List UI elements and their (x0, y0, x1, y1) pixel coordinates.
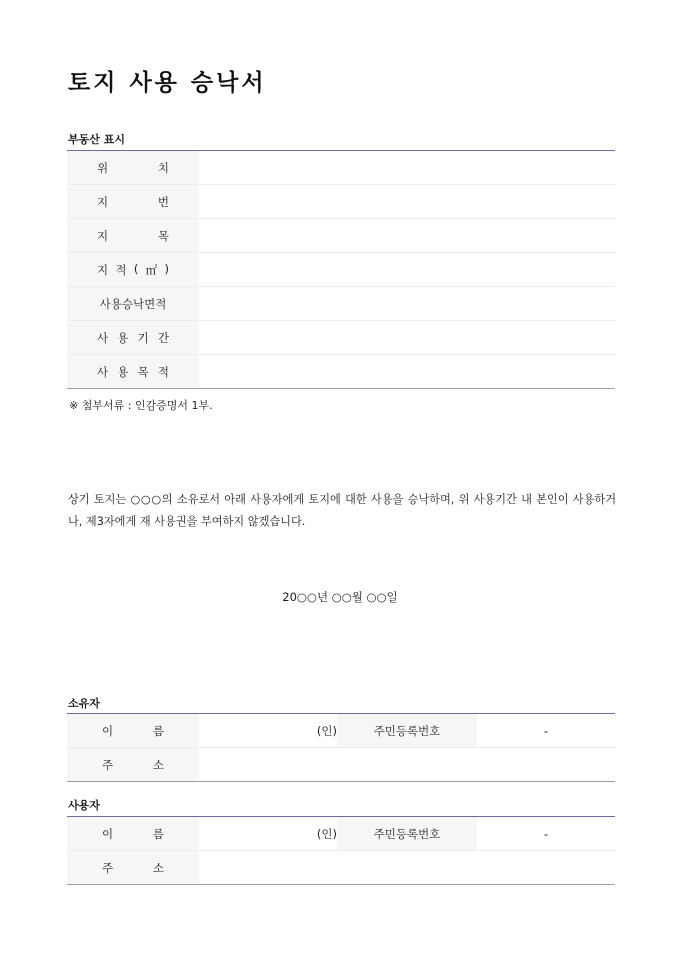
spread-label (102, 826, 164, 842)
label-part: 지 (97, 194, 109, 209)
spread-label (97, 160, 169, 176)
user-seal[interactable]: (인) (199, 817, 337, 851)
label-part: 사 (97, 330, 109, 345)
label-part: 지 (97, 262, 109, 277)
label-part: 소 (152, 860, 164, 875)
property-row-period (67, 321, 615, 355)
label-part: 주 (102, 860, 114, 875)
spread-label (97, 228, 169, 244)
label-part: ㎡ (145, 262, 158, 277)
owner-row-name (67, 714, 615, 748)
document-title: 토지 사용 승낙서 (68, 70, 267, 96)
label-part: 용 (117, 364, 129, 379)
owner-address-value[interactable] (199, 748, 615, 782)
user-row-address (67, 851, 615, 885)
owner-seal[interactable]: (인) (199, 714, 337, 748)
label-part: 치 (157, 160, 169, 175)
property-value[interactable] (199, 321, 615, 355)
owner-address-label (67, 748, 199, 782)
spread-label (102, 723, 164, 739)
attachment-note: ※ 첨부서류 : 인감증명서 1부. (69, 399, 213, 412)
property-label (67, 253, 199, 287)
user-section-heading: 사용자 (68, 799, 100, 812)
property-section-heading: 부동산 표시 (68, 133, 125, 146)
label-part: 름 (152, 826, 164, 841)
property-row-permitted-area (67, 287, 615, 321)
property-label (67, 321, 199, 355)
spread-label (97, 364, 169, 380)
label-part: 번 (157, 194, 169, 209)
consent-statement: 상기 토지는 ○○○의 소유로서 아래 사용자에게 토지에 대한 사용을 승낙하며, 위 사용기간 내 본인이 사용하거나, 제3자에게 재 사용권을 부여하지 않겠습니다. (68, 493, 616, 528)
user-table (67, 816, 615, 885)
owner-id-value[interactable]: - (477, 714, 615, 748)
label-part: 주 (102, 757, 114, 772)
property-value[interactable] (199, 151, 615, 185)
owner-row-address (67, 748, 615, 782)
spread-label (97, 330, 169, 346)
label-part: ) (164, 261, 169, 276)
label-part: 이 (102, 826, 114, 841)
property-value[interactable] (199, 253, 615, 287)
user-id-label: 주민등록번호 (337, 817, 477, 851)
property-row-location (67, 151, 615, 185)
user-address-value[interactable] (199, 851, 615, 885)
property-table (67, 150, 615, 389)
label-part: 사 (97, 364, 109, 379)
property-label (67, 355, 199, 389)
property-label (67, 219, 199, 253)
user-id-value[interactable]: - (477, 817, 615, 851)
label-part: ( (133, 261, 139, 276)
label-part: 간 (157, 330, 169, 345)
signing-date: 20○○년 ○○월 ○○일 (282, 590, 398, 604)
property-row-lot-number (67, 185, 615, 219)
label-part: 적 (157, 364, 169, 379)
user-address-label (67, 851, 199, 885)
label-part: 소 (152, 757, 164, 772)
property-value[interactable] (199, 287, 615, 321)
label-part: 이 (102, 723, 114, 738)
property-row-purpose (67, 355, 615, 389)
property-label (67, 185, 199, 219)
property-label (67, 151, 199, 185)
spread-label (102, 757, 164, 773)
label-part: 목 (157, 228, 169, 243)
label-part: 위 (97, 160, 109, 175)
label-part: 기 (137, 330, 149, 345)
owner-name-label (67, 714, 199, 748)
property-row-area (67, 253, 615, 287)
property-value[interactable] (199, 219, 615, 253)
property-value[interactable] (199, 185, 615, 219)
label-part: 용 (117, 330, 129, 345)
user-row-name (67, 817, 615, 851)
property-row-land-category (67, 219, 615, 253)
user-name-label (67, 817, 199, 851)
property-label: 사용승낙면적 (67, 287, 199, 321)
owner-section-heading: 소유자 (68, 697, 100, 710)
label-part: 름 (152, 723, 164, 738)
spread-label (102, 860, 164, 876)
label-part: 목 (137, 364, 149, 379)
spread-label (97, 194, 169, 210)
spread-label (97, 262, 169, 278)
owner-table (67, 713, 615, 782)
label-part: 지 (97, 228, 109, 243)
owner-id-label: 주민등록번호 (337, 714, 477, 748)
label-part: 적 (115, 262, 127, 277)
property-value[interactable] (199, 355, 615, 389)
